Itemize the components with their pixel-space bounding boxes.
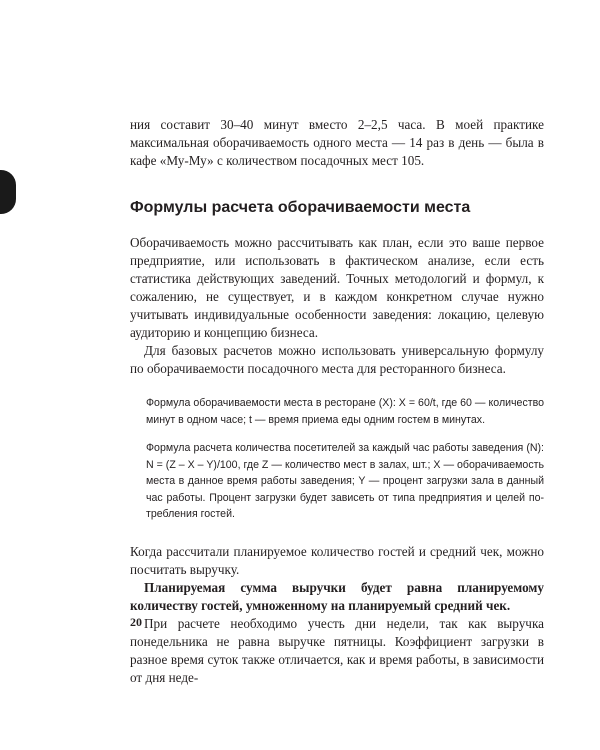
formula-block <box>146 395 544 523</box>
section-heading: Формулы расчета оборачиваемости места <box>130 199 471 216</box>
page-number: 20 <box>130 615 142 629</box>
paragraph-3: Когда рассчитали планируемое количество гостей и средний чек, можно посчитать выручку. <box>130 543 544 577</box>
formula-1: Формула оборачиваемости места в ресторане (X): X = 60/t, где 60 — количество минут в одном часе; t — время приема еды одним гостем в минутах. <box>146 397 544 426</box>
formula-2: Формула расчета количества посетителей за каждый час работы заведения (N): N = (Z – X – Y)/100, где Z — количество мест в залах, шт.; X — оборачиваемость места в данное время работы заведения; Y — процент загрузки зала в данный час работы. Процент загрузки будет зависеть от типа предприятия и целей потребления гостей. <box>146 442 544 520</box>
paragraph-1: Оборачиваемость можно рассчитывать как план, если это ваше первое предприятие, или использовать в фактическом анализе, если есть статистика действующих заведений. Точных методологий и формул, к сожалению, не существует, и в каждом конкретном случае нужно учитывать индивидуальные особенности заведения: локацию, целевую аудиторию и концепцию бизнеса. <box>130 235 544 340</box>
paragraph-4: При расчете необходимо учесть дни недели, так как выручка понедельника не равна выручке пятницы. Коэффициент загрузки в разное время суток также отличается, как и время работы, в зависимости от дня неде- <box>130 615 544 685</box>
paragraph-bold: Планируемая сумма выручки будет равна планируемому количеству гостей, умноженному на планируемый средний чек. <box>130 579 544 613</box>
page-content <box>130 116 544 687</box>
edge-thumb-tab <box>0 170 16 214</box>
paragraph-2: Для базовых расчетов можно использовать универсальную формулу по оборачиваемости посадочного места для ресторанного бизнеса. <box>130 343 544 376</box>
intro-paragraph: ния составит 30–40 минут вместо 2–2,5 часа. В моей практике максимальная оборачиваемость одного места — 14 раз в день — была в кафе «Му-Му» с количеством посадочных мест 105. <box>130 117 544 168</box>
